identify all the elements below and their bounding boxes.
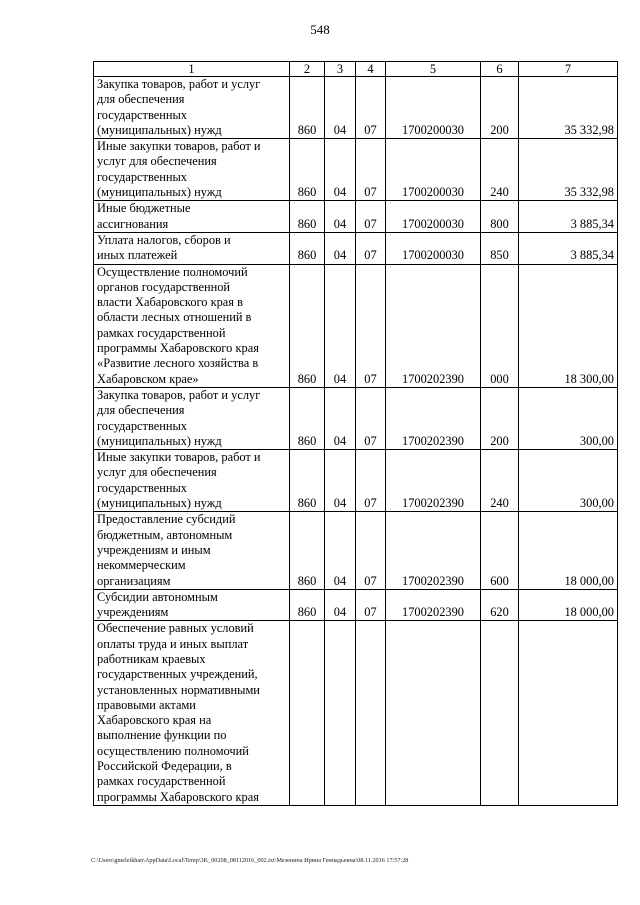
row-name-line: Иные закупки товаров, работ и [97, 450, 261, 465]
target-article-cell: 1700202390 [386, 387, 481, 449]
row-name-line: работникам краевых [97, 651, 206, 666]
column-header: 5 [386, 62, 481, 77]
expense-type-cell: 850 [481, 232, 519, 264]
column-header: 1 [94, 62, 290, 77]
expense-type-cell: 000 [481, 264, 519, 387]
row-name-line: Предоставление субсидий [97, 512, 236, 527]
table-row [94, 264, 618, 387]
row-name-line: Хабаровском крае» [97, 371, 199, 386]
row-name-line: иных платежей [97, 248, 178, 263]
row-name-line: установленных нормативными [97, 682, 260, 697]
row-name-line: Закупка товаров, работ и услуг [97, 387, 261, 402]
row-name-cell [94, 387, 290, 449]
table-row [94, 450, 618, 512]
column-header: 6 [481, 62, 519, 77]
row-name-line: программы Хабаровского края [97, 789, 259, 804]
row-name-line: государственных [97, 480, 188, 495]
ministry-code-cell: 860 [290, 589, 325, 621]
ministry-code-cell: 860 [290, 232, 325, 264]
table-row [94, 387, 618, 449]
subsection-code-cell: 07 [356, 264, 386, 387]
table-row [94, 77, 618, 139]
expense-type-cell: 600 [481, 512, 519, 589]
row-name-cell [94, 589, 290, 621]
row-name-line: программы Хабаровского края [97, 341, 259, 356]
row-name-line: Субсидии автономным [97, 589, 218, 604]
row-name-line: Хабаровского края на [97, 713, 212, 728]
row-name-line: осуществлению полномочий [97, 743, 249, 758]
expense-type-cell [481, 621, 519, 806]
subsection-code-cell: 07 [356, 450, 386, 512]
expense-type-cell: 200 [481, 387, 519, 449]
table-header-row [94, 62, 618, 77]
column-header: 4 [356, 62, 386, 77]
section-code-cell: 04 [325, 77, 356, 139]
row-name-cell [94, 201, 290, 233]
target-article-cell: 1700202390 [386, 264, 481, 387]
row-name-line: государственных [97, 107, 188, 122]
section-code-cell: 04 [325, 139, 356, 201]
subsection-code-cell: 07 [356, 589, 386, 621]
section-code-cell: 04 [325, 232, 356, 264]
ministry-code-cell [290, 621, 325, 806]
page-number: 548 [310, 22, 330, 37]
amount-cell: 300,00 [519, 450, 618, 512]
ministry-code-cell: 860 [290, 77, 325, 139]
row-name-line: ассигнования [97, 216, 169, 231]
expense-type-cell: 800 [481, 201, 519, 233]
section-code-cell [325, 621, 356, 806]
section-code-cell: 04 [325, 264, 356, 387]
row-name-line: (муниципальных) нужд [97, 433, 222, 448]
file-path-footer: C:\Users\gmeleikhan\AppData\Local\Temp\3K_00208_08112016_002.txt\Мезенина Ирина Геннадьевна\08.11.2016 17:57:28 [91, 857, 409, 864]
table-body [94, 77, 618, 806]
subsection-code-cell [356, 621, 386, 806]
table-row [94, 589, 618, 621]
row-name-line: рамках государственной [97, 325, 226, 340]
row-name-line: для обеспечения [97, 403, 185, 418]
expense-type-cell: 200 [481, 77, 519, 139]
table-row [94, 139, 618, 201]
ministry-code-cell: 860 [290, 387, 325, 449]
row-name-line: Обеспечение равных условий [97, 621, 254, 636]
amount-cell: 18 300,00 [519, 264, 618, 387]
row-name-line: власти Хабаровского края в [97, 295, 243, 310]
section-code-cell: 04 [325, 512, 356, 589]
column-header: 7 [519, 62, 618, 77]
row-name-cell [94, 621, 290, 806]
target-article-cell: 1700200030 [386, 201, 481, 233]
subsection-code-cell: 07 [356, 232, 386, 264]
table-row [94, 232, 618, 264]
row-name-line: правовыми актами [97, 697, 196, 712]
amount-cell [519, 621, 618, 806]
column-header: 2 [290, 62, 325, 77]
row-name-cell [94, 264, 290, 387]
expense-type-cell: 620 [481, 589, 519, 621]
row-name-cell [94, 139, 290, 201]
row-name-line: Российской Федерации, в [97, 759, 232, 774]
row-name-line: Осуществление полномочий [97, 264, 248, 279]
expense-type-cell: 240 [481, 139, 519, 201]
target-article-cell: 1700202390 [386, 450, 481, 512]
row-name-line: (муниципальных) нужд [97, 185, 222, 200]
row-name-line: (муниципальных) нужд [97, 122, 222, 137]
row-name-line: услуг для обеспечения [97, 465, 217, 480]
amount-cell: 3 885,34 [519, 232, 618, 264]
row-name-line: для обеспечения [97, 92, 185, 107]
section-code-cell: 04 [325, 450, 356, 512]
row-name-line: учреждениям [97, 605, 169, 620]
target-article-cell: 1700202390 [386, 589, 481, 621]
row-name-line: Иные бюджетные [97, 201, 191, 216]
expense-type-cell: 240 [481, 450, 519, 512]
amount-cell: 35 332,98 [519, 77, 618, 139]
amount-cell: 300,00 [519, 387, 618, 449]
row-name-line: оплаты труда и иных выплат [97, 636, 249, 651]
ministry-code-cell: 860 [290, 450, 325, 512]
subsection-code-cell: 07 [356, 139, 386, 201]
row-name-line: рамках государственной [97, 774, 226, 789]
row-name-cell [94, 512, 290, 589]
target-article-cell: 1700200030 [386, 232, 481, 264]
row-name-line: учреждениям и иным [97, 542, 211, 557]
amount-cell: 18 000,00 [519, 512, 618, 589]
row-name-line: (муниципальных) нужд [97, 496, 222, 511]
row-name-line: области лесных отношений в [97, 310, 252, 325]
row-name-line: государственных [97, 169, 188, 184]
ministry-code-cell: 860 [290, 201, 325, 233]
section-code-cell: 04 [325, 589, 356, 621]
row-name-line: бюджетным, автономным [97, 527, 233, 542]
subsection-code-cell: 07 [356, 512, 386, 589]
target-article-cell: 1700200030 [386, 139, 481, 201]
ministry-code-cell: 860 [290, 264, 325, 387]
row-name-line: государственных [97, 418, 188, 433]
table-row [94, 201, 618, 233]
budget-table [93, 61, 618, 806]
subsection-code-cell: 07 [356, 77, 386, 139]
target-article-cell: 1700200030 [386, 77, 481, 139]
row-name-line: органов государственной [97, 279, 231, 294]
section-code-cell: 04 [325, 387, 356, 449]
ministry-code-cell: 860 [290, 139, 325, 201]
amount-cell: 18 000,00 [519, 589, 618, 621]
amount-cell: 3 885,34 [519, 201, 618, 233]
row-name-line: Уплата налогов, сборов и [97, 232, 231, 247]
column-header: 3 [325, 62, 356, 77]
row-name-line: «Развитие лесного хозяйства в [97, 356, 259, 371]
section-code-cell: 04 [325, 201, 356, 233]
amount-cell: 35 332,98 [519, 139, 618, 201]
subsection-code-cell: 07 [356, 387, 386, 449]
row-name-line: услуг для обеспечения [97, 154, 217, 169]
target-article-cell [386, 621, 481, 806]
target-article-cell: 1700202390 [386, 512, 481, 589]
ministry-code-cell: 860 [290, 512, 325, 589]
row-name-cell [94, 232, 290, 264]
row-name-cell [94, 77, 290, 139]
row-name-line: Иные закупки товаров, работ и [97, 139, 261, 154]
table-row [94, 512, 618, 589]
row-name-line: выполнение функции по [97, 728, 227, 743]
subsection-code-cell: 07 [356, 201, 386, 233]
table-row [94, 621, 618, 806]
row-name-line: некоммерческим [97, 558, 186, 573]
row-name-line: организациям [97, 573, 171, 588]
row-name-line: Закупка товаров, работ и услуг [97, 77, 261, 91]
row-name-cell [94, 450, 290, 512]
row-name-line: государственных учреждений, [97, 667, 258, 682]
